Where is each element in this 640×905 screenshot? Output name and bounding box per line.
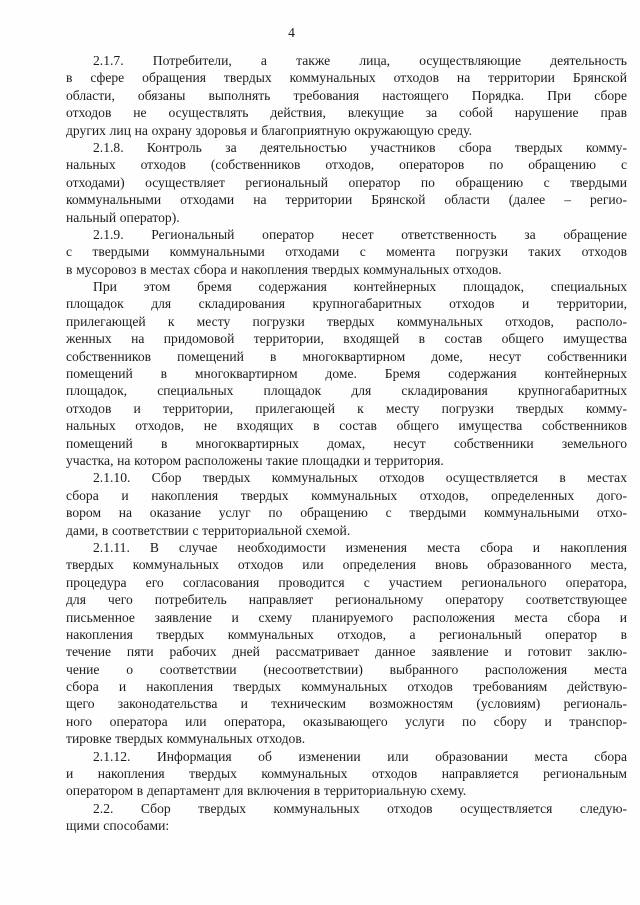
text-line: 2.1.7. Потребители, а также лица, осуществляющие деятельность [93,53,627,68]
text-line: в сфере обращения твердых коммунальных отходов на территории Брянской [66,70,627,86]
text-line: других лиц на охрану здоровья и благоприятную окружающую среду. [66,122,472,138]
paragraph-2-1-7 [66,52,627,139]
text-line: помещений в многоквартирном доме. Бремя содержания контейнерных [66,366,627,382]
text-line: накопления твердых коммунальных отходов, а региональный оператор в [66,626,627,642]
text-line: процедура его согласования проводится с участием регионального оператора, [66,574,627,590]
paragraph-2-2 [66,800,627,835]
text-line: письменное заявление и схему планируемого расположения места сбора и [66,609,627,625]
text-line: тировке твердых коммунальных отходов. [66,731,306,747]
text-line: 2.1.10. Сбор твердых коммунальных отходов осуществляется в местах [93,470,627,486]
text-line: помещений в многоквартирных домах, несут собственники земельного [66,435,627,451]
paragraph-2-1-9 [66,226,627,278]
text-line: с твердыми коммунальными отходами с момента погрузки таких отходов [66,244,627,260]
text-line: вором на оказание услуг по обращению с твердыми коммунальными отхо- [66,505,627,521]
text-line: 2.1.9. Региональный оператор несет ответственность за обращение [93,226,627,242]
text-line: отходов и территории, прилегающей к месту погрузки твердых комму- [66,400,627,416]
page-number: 4 [288,25,295,40]
text-line: дами, в соответствии с территориальной схемой. [66,522,351,538]
text-line: твердых коммунальных отходов или определения вновь образованного места, [66,557,627,573]
paragraph-burden-of-maintenance [66,278,627,469]
text-line: нальный оператор). [66,209,180,225]
text-line: нальных отходов (собственников отходов, операторов по обращению с [66,157,627,173]
text-line: собственников помещений в многоквартирном доме, несут собственники [66,348,627,364]
text-line: сбора и накопления твердых коммунальных отходов, определенных дого- [66,487,627,503]
text-line: коммунальными отходами на территории Брянской области (далее – регио- [66,192,627,208]
text-line: При этом бремя содержания контейнерных площадок, специальных [93,279,627,295]
text-line: 2.1.12. Информация об изменении или образовании места сбора [93,748,627,764]
text-line: 2.1.8. Контроль за деятельностью участников сбора твердых комму- [93,139,627,155]
text-line: течение пяти рабочих дней рассматривает данное заявление и готовит заклю- [66,644,627,660]
text-line: отходами) осуществляет региональный оператор по обращению с твердыми [66,174,627,190]
paragraph-2-1-11 [66,539,627,748]
text-line: отходов не осуществлять действия, влекущие за собой нарушение прав [66,105,627,121]
document-body [66,52,627,835]
text-line: и накопления твердых коммунальных отходов направляется региональным [66,766,627,782]
text-line: щими способами: [66,818,170,834]
text-line: нальных отходов, не входящих в состав общего имущества собственников [66,418,627,434]
text-line: площадок, специальных площадок для складирования крупногабаритных [66,383,627,399]
text-line: оператором в департамент для включения в территориальную схему. [66,783,467,799]
text-line: в мусоровоз в местах сбора и накопления твердых коммунальных отходов. [66,261,502,277]
text-line: чение о соответствии (несоответствии) выбранного расположения места [66,661,627,677]
text-line: щего законодательства и техническим возможностям (условиям) региональ- [66,696,627,712]
text-line: женных на придомовой территории, входящей в состав общего имущества [66,331,627,347]
text-line: сбора и накопления твердых коммунальных отходов требованиям действую- [66,679,627,695]
text-line: области, обязаны выполнять требования настоящего Порядка. При сборе [66,87,627,103]
text-line: площадок для складирования крупногабаритных отходов и территории, [66,296,627,312]
paragraph-2-1-12 [66,748,627,800]
text-line: 2.1.11. В случае необходимости изменения места сбора и накопления [93,539,627,555]
text-line: 2.2. Сбор твердых коммунальных отходов осуществляется следую- [93,800,627,816]
text-line: участка, на котором расположены такие площадки и территория. [66,452,444,468]
paragraph-2-1-8 [66,139,627,226]
paragraph-2-1-10 [66,469,627,539]
text-line: для чего потребитель направляет региональному оператору соответствующее [66,592,627,608]
text-line: прилегающей к месту погрузки твердых коммунальных отходов, располо- [66,313,627,329]
text-line: ного оператора или оператора, оказывающего услуги по сбору и транспор- [66,713,627,729]
